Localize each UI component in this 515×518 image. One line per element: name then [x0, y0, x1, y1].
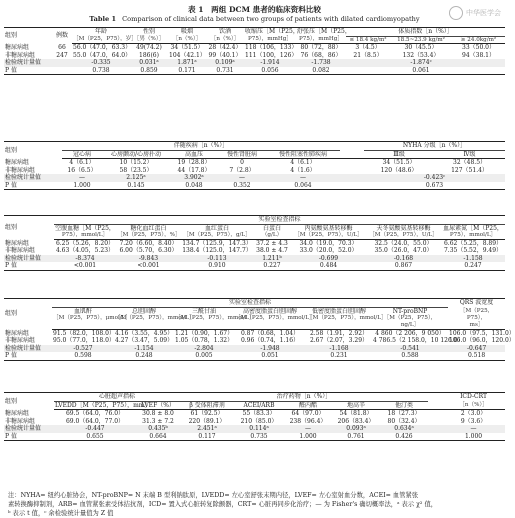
col-qrs-unit: ［M（P25， [459, 307, 494, 314]
header-row-2 [4, 307, 505, 315]
col-bmi-high: ≥ 24.0kg/m² [452, 36, 505, 44]
table-cell: 32（48.5） [453, 159, 487, 166]
table-cell: 54（81.8） [339, 410, 373, 417]
table-cell: 64（97.0） [291, 410, 325, 417]
col-af: 心房颤动/心房扑动 [102, 150, 170, 159]
row-label: 检验统计量值 [5, 254, 42, 262]
table-cell: -1.948 [260, 344, 280, 352]
table-cell: 206（83.4） [337, 417, 375, 425]
table-row [4, 59, 505, 67]
header-row-3 [4, 232, 505, 239]
row-label: 非糖尿病组 [5, 166, 36, 174]
table-cell: 1.21（0.90，1.67） [175, 329, 234, 337]
col-nyha-3: Ⅲ级 [364, 150, 434, 159]
table-cell: 7（2.8） [229, 166, 255, 174]
table-cell: 134.7（125.9，147.3） [182, 239, 252, 247]
row-label: 检验统计量值 [5, 425, 42, 432]
table-cell: 0.426 [380, 433, 428, 441]
table-cell: -0.647 [466, 344, 487, 352]
col-bmi: 体质指数［n（%）］ [346, 28, 505, 37]
col-ldl: 低密度脂蛋白胆固醇 [311, 307, 366, 315]
table-cell: 0.061 [390, 67, 452, 75]
table-cell: 210（85.0） [240, 417, 278, 425]
col-unit: ［M（P25，P75），mmol/L］ [175, 315, 255, 321]
table-cell: 69.5（64.0，76.0） [65, 410, 125, 417]
table-cell: 33（50.0） [462, 44, 495, 52]
table-cell: 2.58（1.91，2.92） [309, 329, 369, 337]
table-cell: 0.731 [206, 67, 244, 75]
table-cell: 91.5（82.0，108.0） [53, 329, 115, 337]
table-cell: 69.0（64.0，77.0） [65, 417, 125, 425]
col-group: 组别 [4, 216, 54, 240]
table-cell: 58（23.5） [119, 166, 153, 174]
table-row [4, 410, 505, 418]
table-row [4, 239, 505, 247]
col-unit: ［M（P25，P75），mmol/L］ [115, 315, 195, 321]
col-unit: ［M（P25，P75），μmol/L］ [53, 315, 131, 321]
table-cell: 0.598 [52, 352, 114, 360]
table-cell: 0.761 [332, 433, 380, 441]
table-cell [452, 59, 505, 67]
table-cell: 4 786.5（2 158.0，10 126.0） [373, 337, 464, 345]
row-label: P 值 [4, 352, 52, 360]
row-label: 糖尿病组 [5, 44, 30, 52]
row-label: P 值 [4, 262, 54, 270]
table-cell: -8.374 [75, 254, 95, 262]
table-cell: 35.0（26.0，47.0） [374, 247, 433, 255]
row-label: P 值 [4, 433, 54, 441]
row-label: 非糖尿病组 [5, 417, 36, 425]
table-cell: -0.335 [91, 59, 111, 67]
table-cell: 0.655 [54, 433, 136, 441]
table-row [4, 329, 505, 337]
col-sex-unit: ［男（%）］ [130, 36, 168, 44]
table-cell: 80（72，88） [300, 44, 342, 52]
row-label: 检验统计量值 [5, 174, 42, 181]
col-statin: 他汀类 [380, 401, 428, 410]
table-cell: 18（27.3） [387, 410, 421, 417]
col-hypertension: 高血压 [170, 150, 218, 159]
watermark-text: 中华医学会 [466, 9, 501, 17]
col-dbp-unit: P75），mmHg］ [296, 36, 346, 44]
table-cell: 0.114ᵃ [249, 425, 269, 432]
table-cell: — [305, 425, 312, 432]
col-icd-crt: ICD-CRT [442, 393, 505, 402]
table-cell: 0.247 [441, 262, 505, 270]
table-row [4, 255, 505, 263]
table-cell: 95.0（77.0，118.0） [53, 337, 115, 345]
col-digoxin: 地高辛 [332, 401, 380, 410]
table-cell: 0.859 [130, 67, 168, 75]
col-unit: P75），mmol/L］ [54, 232, 116, 239]
row-label: 非糖尿病组 [5, 337, 36, 345]
table-cell: 31.3 ± 7.2 [142, 417, 174, 425]
table-cell: 2.451ᵃ [197, 425, 217, 432]
table-cell: 0.867 [366, 262, 441, 270]
col-unit: ［M（P25，P75），mmol/L］ [307, 315, 387, 321]
table-cell: 0.145 [102, 182, 170, 190]
table-cell: 2（3.0） [460, 410, 487, 417]
col-bun: 血尿素氮［M（P25， [443, 224, 503, 232]
col-smoke: 吸烟 [168, 28, 206, 37]
table-cell: 0.664 [136, 433, 180, 441]
table-cell: 104（42.1） [169, 51, 206, 59]
footnote-line: 素转换酶抑制剂，ARB= 血管紧张素受体拮抗剂，ICD= 置入式心脏转复除颤器，CRT= 心脏再同步化治疗；— 为 Fisher's 确切概率法，ᵃ 表示 χ² 值， [8, 501, 438, 508]
header-row-2 [4, 224, 505, 232]
col-sbp-unit: P75），mmHg］ [244, 36, 296, 44]
col-unit: ［M（P25，P75），mmol/L］ [235, 315, 315, 321]
table-cell: 56.0（47.0，63.3） [73, 44, 132, 52]
table-row [4, 433, 505, 441]
row-label: 非糖尿病组 [5, 51, 36, 59]
table-cell: — [300, 174, 306, 181]
table-row [4, 182, 505, 190]
table-cell: -1.168 [329, 344, 349, 352]
table-cell: 138.4（125.0，147.7） [182, 247, 252, 255]
col-unit: P75），mmol/L］ [441, 232, 505, 239]
table-cell: 55（83.3） [242, 410, 276, 417]
table-cell: -0.527 [73, 344, 93, 352]
footnote-line: ᵇ 表示 t 值，ᶜ 余检验统计量值为 Z 值 [8, 510, 114, 517]
section-echo-drugs [4, 392, 505, 441]
table-title-chinese: 表 1 两组 DCM 患者的临床资料比较 [188, 5, 321, 14]
table-cell: 34.0（19.0，70.3） [299, 239, 358, 247]
col-hba1c: 糖化血红蛋白 [130, 224, 167, 232]
header-row-4 [4, 322, 505, 329]
table-cell: 4 860（2 206，9 050） [375, 329, 445, 337]
table-cell: 111（100，126） [245, 51, 298, 59]
table-cell: 0.87（0.68，1.04） [240, 329, 300, 337]
section-demographics [4, 27, 505, 75]
table-cell: 0.005 [174, 352, 234, 360]
col-lvedd: LVEDD［M（P25，P75），mm］ [55, 401, 151, 409]
table-cell: -1.914 [260, 59, 280, 67]
table-cell: — [239, 174, 245, 181]
header-row-2 [4, 401, 505, 410]
table-cell: 0.048 [170, 182, 218, 190]
table-cell: -9.843 [138, 254, 159, 262]
table-cell: 30.8 ± 8.0 [142, 410, 174, 417]
col-echo-header: 心脏超声指标 [54, 393, 180, 402]
col-fpg: 空腹血糖［M（P25， [55, 224, 115, 232]
col-nyha-4: Ⅳ级 [434, 150, 505, 159]
table-cell: 1.000 [442, 433, 505, 441]
col-tg: 三酰甘油 [191, 307, 216, 315]
table-cell: 0.910 [181, 262, 253, 270]
col-group: 组别 [4, 393, 54, 410]
table-cell [452, 67, 505, 75]
table-cell: 49(74.2) [136, 44, 162, 52]
table-cell: 0.484 [291, 262, 366, 270]
table-cell: 0.109ᵃ [215, 59, 235, 67]
col-ckd: 慢性肾脏病 [218, 150, 266, 159]
col-qrs-unit: P75）， [466, 315, 487, 321]
col-drink-unit: ［n（%）］ [206, 36, 244, 44]
table-cell: 118（106，133） [245, 44, 298, 52]
col-drink: 饮酒 [206, 28, 244, 37]
table-cell: 6.25（5.26，8.20） [55, 239, 115, 247]
col-comorbidities: 伴随疾病［n（%）］ [62, 142, 340, 151]
table-cell: 4.27（3.47，5.09） [115, 337, 174, 345]
table-cell: 1.05（0.78，1.32） [175, 337, 234, 345]
table-row [4, 159, 505, 167]
table-cell: 0.735 [234, 433, 284, 441]
table-cell: 106.0（96.0，120.0） [449, 337, 515, 345]
table-cell: 16（6.5） [67, 166, 97, 174]
table-title-en-text: Comparison of clinical data between two groups of patients with dilated cardiomyopathy [122, 15, 420, 23]
table-row [4, 174, 505, 182]
header-row [4, 142, 505, 151]
header-row-3 [4, 315, 505, 322]
table-cell: 7.35（5.52，9.49） [443, 247, 503, 255]
table-cell: 0 [240, 159, 244, 166]
table-cell: 0.117 [180, 433, 234, 441]
table-cell: 120（48.6） [380, 166, 418, 174]
col-creatinine: 血肌酐 [73, 307, 92, 315]
table-row [4, 352, 505, 360]
row-label: 糖尿病组 [5, 158, 30, 166]
row-label: 糖尿病组 [5, 329, 30, 337]
table-cell: 55.0（47.0，64.0） [73, 51, 132, 59]
table-cell: 0.518 [448, 352, 505, 360]
table-cell: 37.2 ± 4.3 [256, 239, 288, 247]
table-cell: 4.16（3.55，4.95） [115, 329, 174, 337]
table-cell: -2.804 [194, 344, 214, 352]
table-cell: 220（89.1） [188, 417, 226, 425]
col-smoke-unit: ［n（%）］ [168, 36, 206, 44]
table-cell: — [79, 174, 85, 181]
table-footnote [8, 491, 503, 518]
table-cell: 0.673 [364, 182, 505, 190]
table-cell: -1.738 [311, 59, 331, 67]
col-beta-blocker: β 受体阻滞剂 [180, 401, 234, 410]
row-label: 非糖尿病组 [5, 247, 36, 255]
table-cell: 1.211ᵇ [262, 254, 282, 262]
col-group: 组别 [4, 28, 52, 44]
col-unit: ［M（P25，P75），g/L］ [181, 232, 253, 239]
table-cell: 3.902ᵃ [184, 174, 204, 181]
table-cell: 0.248 [114, 352, 174, 360]
col-copd: 慢性阻塞性肺疾病 [266, 150, 340, 159]
table-cell: 0.051 [234, 352, 306, 360]
table-cell: 94（38.1） [462, 51, 495, 59]
col-lvef: LVEF（%） [136, 401, 180, 410]
table-cell: <0.001 [116, 262, 181, 270]
table-cell: 6.62（5.25，8.89） [443, 239, 503, 247]
footnote-line: 注：NYHA= 纽约心脏协会，NT-proBNP= N 末端 B 型利钠肽原，LVEDD= 左心室舒张末期内径，LVEF= 左心室射血分数，ACEI= 血管紧张 [8, 492, 419, 499]
col-unit: ng/L］ [372, 322, 448, 329]
col-dbp: 舒张压［M（P25， [297, 28, 351, 36]
col-albumin: 白蛋白 [262, 224, 281, 232]
table-cell: 19（28.8） [177, 159, 211, 166]
col-acei-arb: ACEI/ARB [234, 401, 284, 410]
table-cell: 247 [56, 51, 68, 59]
col-unit: ［M（P25，P75），%］ [117, 232, 181, 238]
table-cell: -1.158 [463, 254, 483, 262]
row-label: P 值 [4, 182, 62, 190]
table-cell: 38.0 ± 4.7 [256, 247, 288, 255]
table-cell: — [470, 425, 477, 432]
col-alt: 丙氨酸氨基转移酶 [304, 224, 353, 232]
table-cell: 9（3.6） [460, 417, 487, 425]
table-cell: 1.871ᵃ [177, 59, 197, 67]
col-group: 组别 [4, 142, 62, 159]
header-row [4, 216, 505, 225]
col-hemoglobin: 血红蛋白 [204, 224, 229, 232]
table-cell: <0.001 [54, 262, 116, 270]
table-cell: 30（45.5） [404, 44, 438, 52]
table-cell: 186(6) [139, 51, 159, 59]
table-cell: 44（17.8） [177, 166, 211, 174]
table-cell: 33.0（20.0，52.0） [299, 247, 358, 255]
table-cell [52, 59, 72, 67]
table-cell: 127（51.4） [451, 166, 488, 174]
col-icd-unit: ［n（%）］ [442, 401, 505, 410]
table-cell: 0.738 [72, 67, 130, 75]
table-cell: 80（32.4） [387, 417, 421, 425]
col-nyha: NYHA 分级［n（%）］ [364, 142, 505, 151]
table-cell: 4（6.1） [290, 159, 316, 166]
section-lab-1 [4, 215, 505, 271]
header-row [4, 299, 505, 308]
table-cell: 34（51.5） [382, 159, 416, 166]
col-bmi-normal: 18.5~23.9 kg/m² [390, 36, 452, 44]
watermark-logo-icon [449, 6, 463, 20]
table-cell [52, 67, 72, 75]
table-cell: 99（40.1） [208, 51, 242, 59]
header-row [4, 28, 505, 37]
header-row [4, 393, 505, 402]
header-row-2 [4, 150, 505, 159]
col-lab-header: 实验室检查指标 [52, 299, 448, 308]
table-cell: 7.20（6.60，8.40） [119, 239, 178, 247]
col-tc: 总胆固醇 [131, 307, 156, 315]
col-qrs: QRS 波宽度 [448, 299, 505, 308]
table-row [4, 52, 505, 60]
col-age: 年龄 [72, 28, 130, 37]
table-cell: 0.171 [168, 67, 206, 75]
col-unit: ［M（P25，P75），U/L］ [291, 232, 366, 239]
row-label: 糖尿病组 [5, 239, 30, 247]
col-sex: 性别 [130, 28, 168, 37]
table-cell: 0.588 [372, 352, 448, 360]
col-lab-header: 实验室检查指标 [54, 216, 505, 225]
table-cell: -0.541 [400, 344, 420, 352]
table-cell: 66 [58, 44, 66, 52]
section-comorbidities [4, 141, 505, 190]
col-unit: ［M（P25，P75），U/L］ [366, 232, 441, 239]
col-drugs-header: 治疗药物［n（%）］ [180, 393, 428, 402]
table-cell: 0.056 [244, 67, 296, 75]
table-cell: 4（1.6） [290, 166, 316, 174]
row-label: 糖尿病组 [5, 409, 30, 417]
header-row-2 [4, 36, 505, 44]
table-row [4, 418, 505, 426]
col-sbp: 收缩压［M（P25， [245, 28, 299, 36]
table-row [4, 247, 505, 255]
table-row [4, 262, 505, 270]
table-cell: -0.699 [318, 254, 339, 262]
row-label: P 值 [4, 67, 52, 75]
table-cell: 61（92.5） [190, 410, 224, 417]
table-cell: 0.96（0.74，1.16） [240, 337, 300, 345]
table-cell: -0.113 [207, 254, 227, 262]
table-cell: -0.423ᶜ [423, 174, 446, 181]
row-label: 检验统计量值 [5, 344, 42, 352]
table-cell: 4.63（4.05，5.23） [55, 247, 115, 255]
table-row [4, 44, 505, 52]
table-cell: -0.447 [85, 425, 105, 432]
table-cell: 28（42.4） [208, 44, 242, 52]
table-cell [346, 59, 390, 67]
table-cell: 0.227 [253, 262, 291, 270]
col-chd: 冠心病 [62, 150, 102, 159]
col-bmi-low: ≤ 18.4 kg/m² [346, 36, 390, 44]
table-cell: 2.125ᵃ [126, 174, 146, 181]
table-cell: 132（53.4） [402, 51, 440, 59]
table-cell: 2.67（2.07，3.29） [309, 337, 369, 345]
col-aldosterone: 醛内酯 [284, 401, 332, 410]
table-cell: 4（6.1） [69, 159, 95, 166]
section-lab-2 [4, 298, 515, 361]
table-row [4, 67, 505, 75]
table-cell: 0.064 [266, 182, 340, 190]
col-age-unit: ［M（P25，P75），岁］ [73, 36, 137, 43]
table-cell: 106.0（97.5，131.0） [449, 329, 515, 337]
col-qrs-unit: ms］ [448, 322, 505, 329]
table-cell: 238（96.4） [289, 417, 327, 425]
table-cell: -1.154 [134, 344, 154, 352]
table-cell: 10（15.2） [119, 159, 153, 166]
journal-watermark [429, 1, 501, 25]
col-unit: （g/L） [253, 232, 291, 239]
table-cell: 0.435ᵇ [148, 425, 168, 432]
col-ast: 天冬氨酸氨基转移酶 [376, 224, 431, 232]
table-row [4, 345, 505, 353]
table-cell: 0.352 [218, 182, 266, 190]
table-cell: 0.082 [296, 67, 346, 75]
row-label: 检验统计量值 [5, 59, 42, 67]
table-row [4, 167, 505, 175]
col-hdl: 高密度脂蛋白胆固醇 [242, 307, 297, 315]
table-cell: 21（8.5） [353, 51, 383, 59]
table-cell: 1.000 [62, 182, 102, 190]
table-cell: -1.874ᶜ [410, 59, 432, 67]
table-label: Table 1 [89, 15, 117, 23]
table-row [4, 425, 505, 433]
col-ntprobnp: NT-proBNP [392, 307, 428, 315]
table-cell: 34（51.5） [170, 44, 204, 52]
col-unit: ［M（P25，P75）， [383, 315, 437, 321]
table-cell: 1.000 [284, 433, 332, 441]
table-cell: 32.5（24.0，55.0） [374, 239, 433, 247]
table-row [4, 337, 505, 345]
col-cases: 例数 [52, 28, 72, 44]
table-cell: 0.093ᵃ [346, 425, 366, 432]
table-cell: 76（68，86） [300, 51, 342, 59]
table-cell: 3（4.5） [355, 44, 381, 52]
table-cell: 0.231 [306, 352, 372, 360]
table-cell [346, 67, 390, 75]
col-group: 组别 [4, 299, 52, 330]
table-cell: 6.00（5.70，6.30） [119, 247, 178, 255]
table-cell: 0.031ᵃ [139, 59, 159, 67]
table-cell: -0.168 [393, 254, 414, 262]
table-cell: 0.634ᵃ [394, 425, 414, 432]
